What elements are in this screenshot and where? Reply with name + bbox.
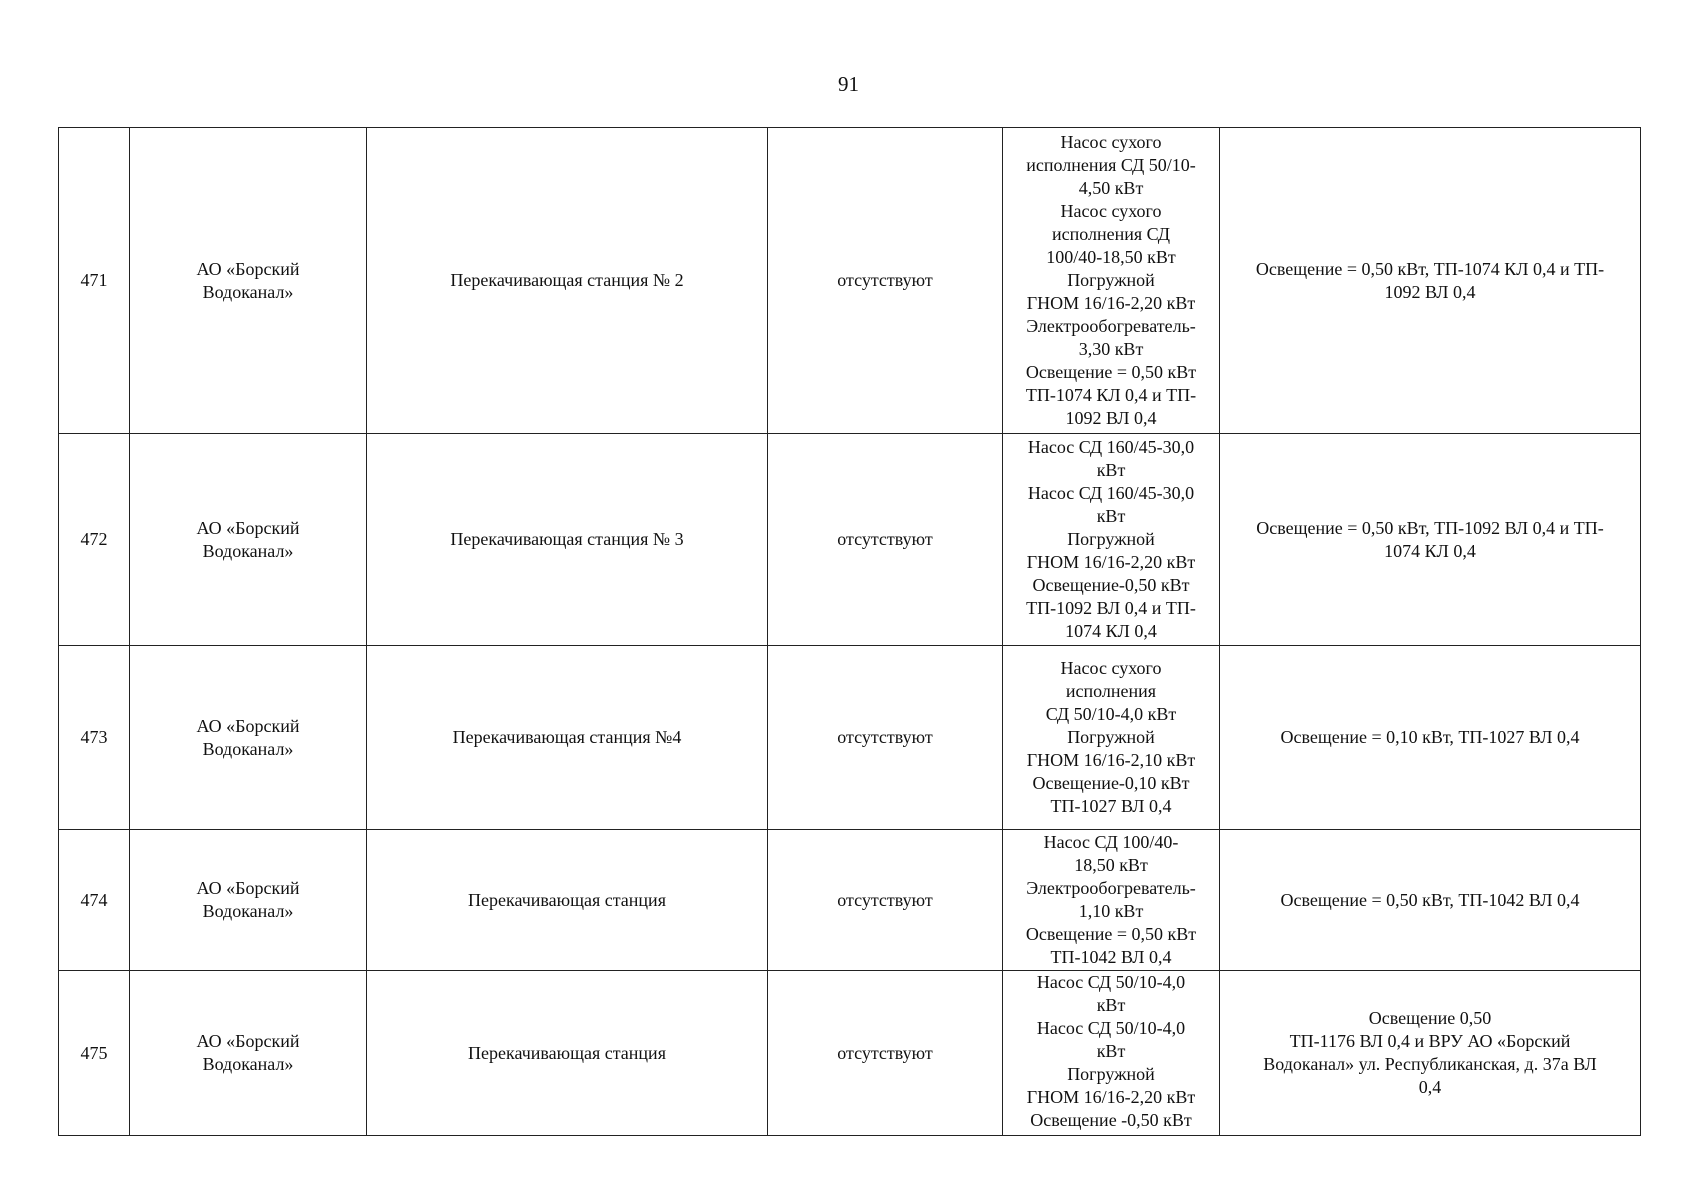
equipment-line: Освещение = 0,50 кВт [1025,362,1197,382]
equipment-line: ТП-1074 КЛ 0,4 и ТП- [1025,385,1197,405]
equipment-line: Погружной [1067,1064,1155,1084]
equipment-line: ГНОМ 16/16-2,20 кВт [1026,293,1196,313]
organization-line: Водоканал» [202,281,294,302]
table-row [59,830,1641,971]
organization-cell [130,646,367,830]
row-number: 472 [59,434,130,646]
row-number: 475 [59,971,130,1136]
status-cell: отсутствуют [768,830,1003,971]
power-supply-line: ТП-1176 ВЛ 0,4 и ВРУ АО «Борский [1289,1031,1571,1051]
equipment-line: Насос сухого [1060,658,1162,678]
status-cell: отсутствуют [768,434,1003,646]
row-number: 474 [59,830,130,971]
row-number: 471 [59,128,130,434]
equipment-line: ТП-1027 ВЛ 0,4 [1050,796,1172,816]
table-row [59,646,1641,830]
equipment-line: 3,30 кВт [1078,339,1144,359]
equipment-line: Насос СД 50/10-4,0 [1036,1018,1186,1038]
table-row [59,434,1641,646]
equipment-line: кВт [1096,1041,1126,1061]
equipment-cell [1003,646,1220,830]
organization-line: АО «Борский [196,517,300,538]
power-supply-line: Освещение = 0,50 кВт, ТП-1042 ВЛ 0,4 [1280,889,1580,910]
organization-line: АО «Борский [196,715,300,736]
equipment-line: Освещение-0,10 кВт [1032,773,1190,793]
organization-line: АО «Борский [196,258,300,279]
object-name: Перекачивающая станция № 3 [367,434,768,646]
organization-cell [130,830,367,971]
equipment-line: Погружной [1067,727,1155,747]
equipment-line: ГНОМ 16/16-2,20 кВт [1026,552,1196,572]
status-cell: отсутствуют [768,128,1003,434]
power-supply-cell [1220,830,1641,971]
status-cell: отсутствуют [768,646,1003,830]
power-supply-line: Водоканал» ул. Республиканская, д. 37а ВЛ [1263,1054,1597,1074]
power-supply-line: Освещение = 0,50 кВт, ТП-1092 ВЛ 0,4 и ТП- [1256,517,1604,538]
power-supply-cell [1220,128,1641,434]
equipment-line: 4,50 кВт [1078,178,1144,198]
equipment-cell [1003,830,1220,971]
equipment-line: 100/40-18,50 кВт [1046,247,1176,267]
object-name: Перекачивающая станция №4 [367,646,768,830]
organization-line: Водоканал» [202,901,294,921]
power-supply-line: 1092 ВЛ 0,4 [1384,281,1476,302]
organization-line: АО «Борский [196,878,300,898]
equipment-line: Насос СД 100/40- [1043,832,1179,852]
status-cell: отсутствуют [768,971,1003,1136]
equipment-line: Насос СД 160/45-30,0 [1027,483,1195,503]
organization-cell [130,434,367,646]
equipment-line: Погружной [1067,270,1155,290]
equipment-line: Насос СД 160/45-30,0 [1027,437,1195,457]
object-name: Перекачивающая станция [367,971,768,1136]
equipment-line: ТП-1092 ВЛ 0,4 и ТП- [1026,598,1196,618]
equipment-line: 18,50 кВт [1074,855,1148,875]
facilities-table [58,127,1641,1136]
row-number: 473 [59,646,130,830]
equipment-line: ТП-1042 ВЛ 0,4 [1050,947,1172,967]
equipment-line: кВт [1096,506,1126,526]
equipment-line: 1092 ВЛ 0,4 [1065,408,1157,428]
power-supply-line: Освещение 0,50 [1368,1008,1492,1028]
equipment-line: Насос сухого [1060,201,1162,221]
equipment-line: СД 50/10-4,0 кВт [1045,704,1177,724]
equipment-cell [1003,971,1220,1136]
equipment-line: кВт [1096,460,1126,480]
equipment-cell [1003,128,1220,434]
object-name: Перекачивающая станция [367,830,768,971]
equipment-line: Насос сухого [1060,132,1162,152]
equipment-line: Освещение-0,50 кВт [1032,575,1190,595]
power-supply-line: Освещение = 0,50 кВт, ТП-1074 КЛ 0,4 и ТП- [1255,258,1605,279]
equipment-line: исполнения [1065,681,1157,701]
equipment-line: ГНОМ 16/16-2,10 кВт [1026,750,1196,770]
equipment-line: Электрообогреватель- [1026,316,1196,336]
equipment-line: 1074 КЛ 0,4 [1065,621,1157,641]
equipment-line: Освещение = 0,50 кВт [1025,924,1197,944]
power-supply-cell [1220,646,1641,830]
equipment-line: Насос СД 50/10-4,0 [1036,972,1186,992]
equipment-line: 1,10 кВт [1078,901,1144,921]
power-supply-cell [1220,434,1641,646]
power-supply-line: Освещение = 0,10 кВт, ТП-1027 ВЛ 0,4 [1280,727,1580,747]
page-number: 91 [838,72,859,96]
power-supply-line: 0,4 [1418,1077,1442,1097]
equipment-line: исполнения СД [1051,224,1171,244]
equipment-line: Электрообогреватель- [1026,878,1196,898]
power-supply-cell [1220,971,1641,1136]
table-row [59,971,1641,1136]
organization-cell [130,128,367,434]
object-name: Перекачивающая станция № 2 [367,128,768,434]
power-supply-line: 1074 КЛ 0,4 [1384,540,1476,561]
organization-line: АО «Борский [196,1031,300,1051]
organization-line: Водоканал» [202,1054,294,1074]
equipment-cell [1003,434,1220,646]
equipment-line: исполнения СД 50/10- [1026,155,1196,175]
organization-line: Водоканал» [202,738,294,759]
organization-cell [130,971,367,1136]
equipment-line: Погружной [1067,529,1155,549]
equipment-line: ГНОМ 16/16-2,20 кВт [1026,1087,1196,1107]
table-row [59,128,1641,434]
organization-line: Водоканал» [202,540,294,561]
equipment-line: кВт [1096,995,1126,1015]
equipment-line: Освещение -0,50 кВт [1030,1110,1192,1130]
